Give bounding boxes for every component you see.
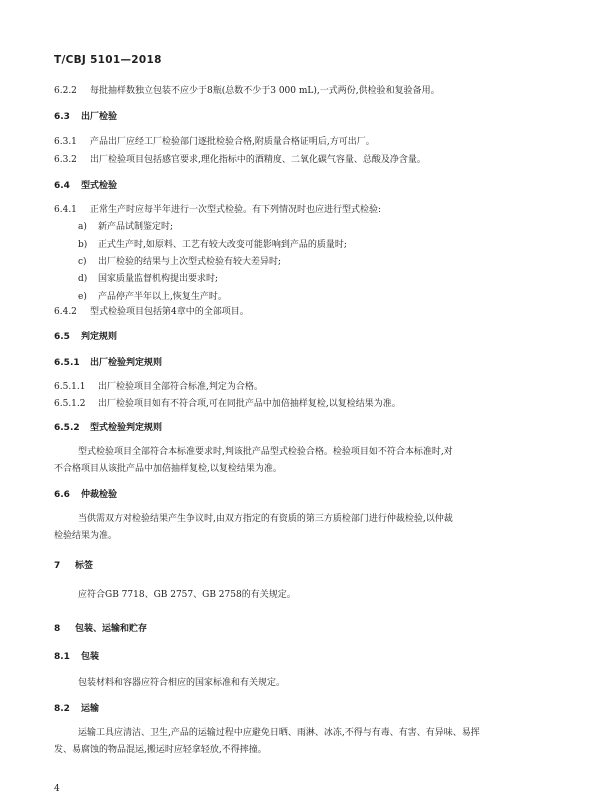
clause-number: 8.1 xyxy=(54,652,70,662)
list-item-d xyxy=(78,273,218,285)
list-text: 产品停产半年以上,恢复生产时。 xyxy=(98,292,227,302)
clause-6-3-1 xyxy=(54,136,375,148)
heading-8-1 xyxy=(54,651,99,663)
clause-6-3-2 xyxy=(54,154,426,166)
clause-6-5-1-2 xyxy=(54,398,401,410)
heading-6-3 xyxy=(54,111,117,123)
clause-number: 6.5 xyxy=(54,332,70,342)
heading-text: 判定规则 xyxy=(81,332,118,342)
heading-text: 出厂检验判定规则 xyxy=(90,358,163,368)
clause-number: 6.3.1 xyxy=(54,137,77,147)
clause-number: 6.2.2 xyxy=(54,86,77,96)
clause-number: 6.5.2 xyxy=(54,423,80,433)
heading-7 xyxy=(54,560,93,572)
heading-text: 包装 xyxy=(81,652,100,662)
list-item-b xyxy=(78,239,347,251)
list-text: 新产品试制鉴定时; xyxy=(98,222,174,232)
clause-number: 6.4 xyxy=(54,181,70,191)
heading-text: 型式检验 xyxy=(81,181,118,191)
heading-8-2 xyxy=(54,703,99,715)
list-marker: d) xyxy=(78,274,88,284)
clause-number: 6.5.1 xyxy=(54,358,80,368)
clause-6-2-2 xyxy=(54,85,440,97)
clause-number: 6.4.2 xyxy=(54,307,77,317)
clause-6-4-1 xyxy=(54,204,381,216)
heading-6-5-1 xyxy=(54,357,162,369)
page-number: 4 xyxy=(54,784,60,794)
heading-6-6 xyxy=(54,489,117,501)
list-text: 出厂检验的结果与上次型式检验有较大差异时; xyxy=(98,257,282,267)
heading-text: 仲裁检验 xyxy=(81,490,118,500)
list-item-e xyxy=(78,291,227,303)
heading-text: 运输 xyxy=(81,704,100,714)
clause-text: 出厂检验项目如有不符合项,可在同批产品中加倍抽样复检,以复检结果为准。 xyxy=(98,399,401,409)
heading-text: 出厂检验 xyxy=(81,112,118,122)
clause-text: 出厂检验项目全部符合标准,判定为合格。 xyxy=(98,382,263,392)
heading-text: 包装、运输和贮存 xyxy=(75,624,148,634)
clause-number: 6.3.2 xyxy=(54,155,77,165)
clause-number: 8.2 xyxy=(54,704,70,714)
heading-8 xyxy=(54,623,147,635)
clause-text: 每批抽样数独立包装不应少于8瓶(总数不少于3 000 mL),一式两份,供检验和复验备用。 xyxy=(90,86,440,96)
paragraph-line: 发、易腐蚀的物品混运,搬运时应轻拿轻放,不得摔撞。 xyxy=(54,745,267,755)
paragraph-line: 包装材料和容器应符合相应的国家标准和有关规定。 xyxy=(78,678,286,688)
list-item-c xyxy=(78,256,281,268)
heading-text: 型式检验判定规则 xyxy=(90,423,163,433)
clause-number: 6.6 xyxy=(54,490,70,500)
list-marker: c) xyxy=(78,257,87,267)
list-marker: e) xyxy=(78,292,87,302)
heading-6-4 xyxy=(54,180,117,192)
clause-text: 产品出厂应经工厂检验部门逐批检验合格,附质量合格证明后,方可出厂。 xyxy=(90,137,375,147)
heading-text: 标签 xyxy=(75,561,94,571)
clause-number: 7 xyxy=(54,561,61,571)
paragraph-line: 运输工具应清洁、卫生,产品的运输过程中应避免日晒、雨淋、冰冻,不得与有毒、有害、有异味、易挥 xyxy=(78,728,480,738)
clause-text: 正常生产时应每半年进行一次型式检验。有下列情况时也应进行型式检验: xyxy=(90,205,382,215)
heading-6-5 xyxy=(54,331,117,343)
clause-6-5-1-1 xyxy=(54,381,263,393)
clause-number: 6.5.1.1 xyxy=(54,382,86,392)
paragraph-line: 不合格项目从该批产品中加倍抽样复检,以复检结果为准。 xyxy=(54,464,282,474)
list-text: 正式生产时,如原料、工艺有较大改变可能影响到产品的质量时; xyxy=(98,240,347,250)
heading-6-5-2 xyxy=(54,422,162,434)
list-marker: a) xyxy=(78,222,87,232)
list-item-a xyxy=(78,221,173,233)
clause-number: 6.4.1 xyxy=(54,205,77,215)
paragraph-line: 型式检验项目全部符合本标准要求时,判该批产品型式检验合格。检验项目如不符合本标准时,对 xyxy=(78,447,453,457)
clause-6-4-2 xyxy=(54,306,249,318)
clause-number: 6.3 xyxy=(54,112,70,122)
clause-number: 6.5.1.2 xyxy=(54,399,86,409)
clause-text: 出厂检验项目包括感官要求,理化指标中的酒精度、二氧化碳气容量、总酸及净含量。 xyxy=(90,155,426,165)
standard-code-header: T/CBJ 5101—2018 xyxy=(54,54,162,66)
paragraph-line: 当供需双方对检验结果产生争议时,由双方指定的有资质的第三方质检部门进行仲裁检验,以仲裁 xyxy=(78,514,453,524)
list-text: 国家质量监督机构提出要求时; xyxy=(98,274,219,284)
paragraph-line: 应符合GB 7718、GB 2757、GB 2758的有关规定。 xyxy=(78,590,296,600)
list-marker: b) xyxy=(78,240,88,250)
clause-text: 型式检验项目包括第4章中的全部项目。 xyxy=(90,307,249,317)
clause-number: 8 xyxy=(54,624,61,634)
paragraph-line: 检验结果为准。 xyxy=(54,531,118,541)
